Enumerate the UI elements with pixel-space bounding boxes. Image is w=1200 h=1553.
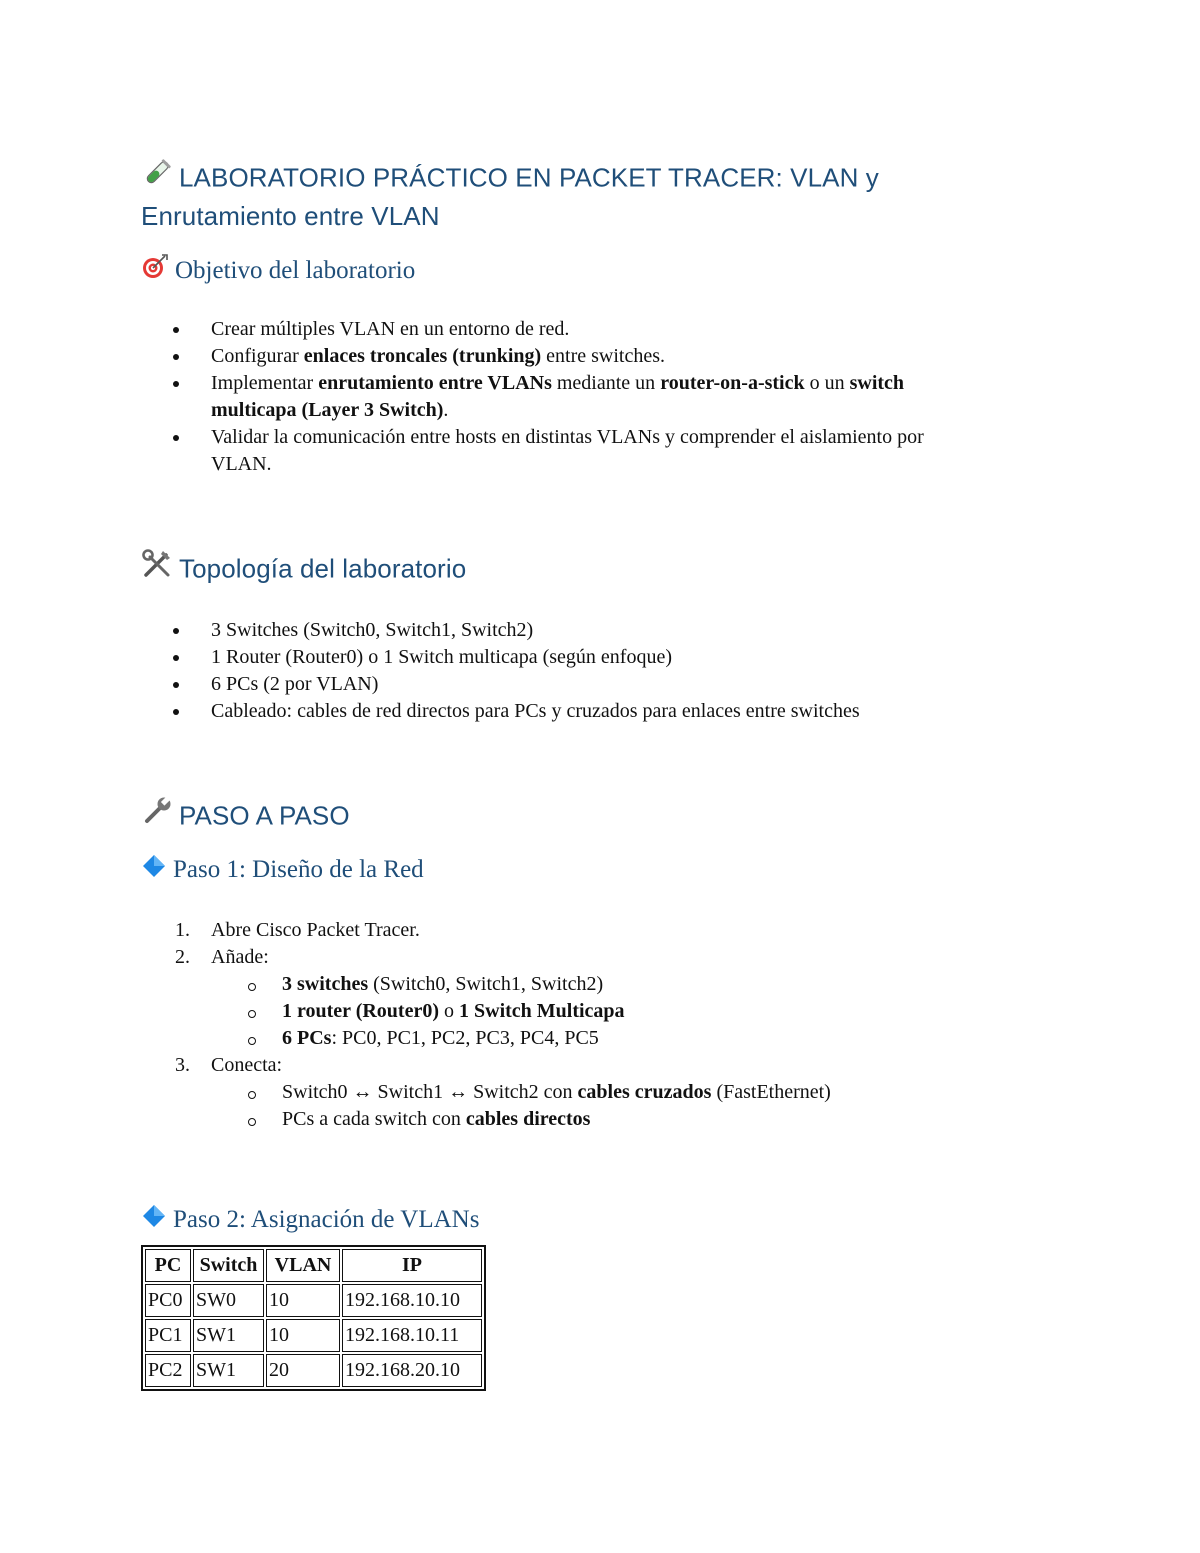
list-item-continued: VLAN. (211, 453, 272, 475)
objective-list (141, 316, 1101, 478)
sub-list-item: Switch0 ↔ Switch1 ↔ Switch2 con cables cruzados (FastEthernet) (0, 1079, 1100, 1106)
table-cell: 10 (266, 1284, 340, 1317)
list-item: 3 Switches (Switch0, Switch1, Switch2) (0, 617, 1100, 644)
list-item: Crear múltiples VLAN en un entorno de red. (141, 316, 1200, 343)
column-header: VLAN (266, 1249, 340, 1282)
list-item: 3. Conecta: (175, 1054, 283, 1076)
table-cell: 10 (266, 1319, 340, 1352)
table-cell: 192.168.20.10 (342, 1354, 482, 1387)
list-item: 6 PCs (2 por VLAN) (0, 671, 1100, 698)
list-item: 2. Añade: (175, 946, 269, 968)
topology-heading (141, 551, 466, 590)
list-item: Validar la comunicación entre hosts en distintas VLANs y comprender el aislamiento por (141, 424, 1200, 451)
objective-heading-text: Objetivo del laboratorio (175, 257, 416, 285)
table-cell: PC0 (145, 1284, 191, 1317)
column-header: PC (145, 1249, 191, 1282)
target-icon (141, 253, 169, 288)
blue-diamond-icon (141, 853, 167, 886)
column-header: IP (342, 1249, 482, 1282)
table-cell: PC1 (145, 1319, 191, 1352)
test-tube-icon (141, 157, 173, 196)
step1-heading-text: Paso 1: Diseño de la Red (173, 856, 424, 884)
step2-heading-text: Paso 2: Asignación de VLANs (173, 1206, 480, 1234)
table-cell: SW0 (193, 1284, 264, 1317)
topology-list (0, 617, 1100, 725)
blue-diamond-icon (141, 1203, 167, 1236)
sub-list-item: 3 switches (Switch0, Switch1, Switch2) (0, 971, 1100, 998)
objective-heading (141, 255, 415, 290)
steps-heading (141, 798, 350, 837)
steps-heading-text: PASO A PASO (179, 800, 350, 831)
step2-heading (141, 1205, 479, 1238)
table-row (145, 1354, 482, 1387)
table-cell: 192.168.10.11 (342, 1319, 482, 1352)
list-item-continued: multicapa (Layer 3 Switch). (211, 399, 449, 421)
vlan-table (141, 1245, 486, 1391)
title-line-2: Enrutamiento entre VLAN (141, 201, 440, 231)
title-line-1: LABORATORIO PRÁCTICO EN PACKET TRACER: VLAN y (179, 162, 879, 193)
list-item: 1 Router (Router0) o 1 Switch multicapa (según enfoque) (0, 644, 1100, 671)
table-cell: SW1 (193, 1319, 264, 1352)
table-row (145, 1284, 482, 1317)
sub-list-item: 1 router (Router0) o 1 Switch Multicapa (0, 998, 1100, 1025)
list-item: Implementar enrutamiento entre VLANs mediante un router-on-a-stick o un switch (141, 370, 1200, 397)
table-cell: PC2 (145, 1354, 191, 1387)
list-item: Cableado: cables de red directos para PCs y cruzados para enlaces entre switches (0, 698, 1100, 725)
list-item: Configurar enlaces troncales (trunking) entre switches. (141, 343, 1200, 370)
table-cell: 20 (266, 1354, 340, 1387)
sub-list-item: PCs a cada switch con cables directos (0, 1106, 1100, 1133)
topology-heading-text: Topología del laboratorio (179, 553, 467, 584)
sub-list-item: 6 PCs: PC0, PC1, PC2, PC3, PC4, PC5 (0, 1025, 1100, 1052)
table-cell: 192.168.10.10 (342, 1284, 482, 1317)
step1-heading (141, 855, 424, 888)
step1-list (0, 917, 1100, 1133)
column-header: Switch (193, 1249, 264, 1282)
table-row (145, 1319, 482, 1352)
wrench-icon (141, 795, 173, 834)
table-header-row (145, 1249, 482, 1282)
tools-icon (141, 548, 173, 587)
document-title (141, 160, 879, 199)
list-item: 1. Abre Cisco Packet Tracer. (175, 919, 420, 941)
table-cell: SW1 (193, 1354, 264, 1387)
